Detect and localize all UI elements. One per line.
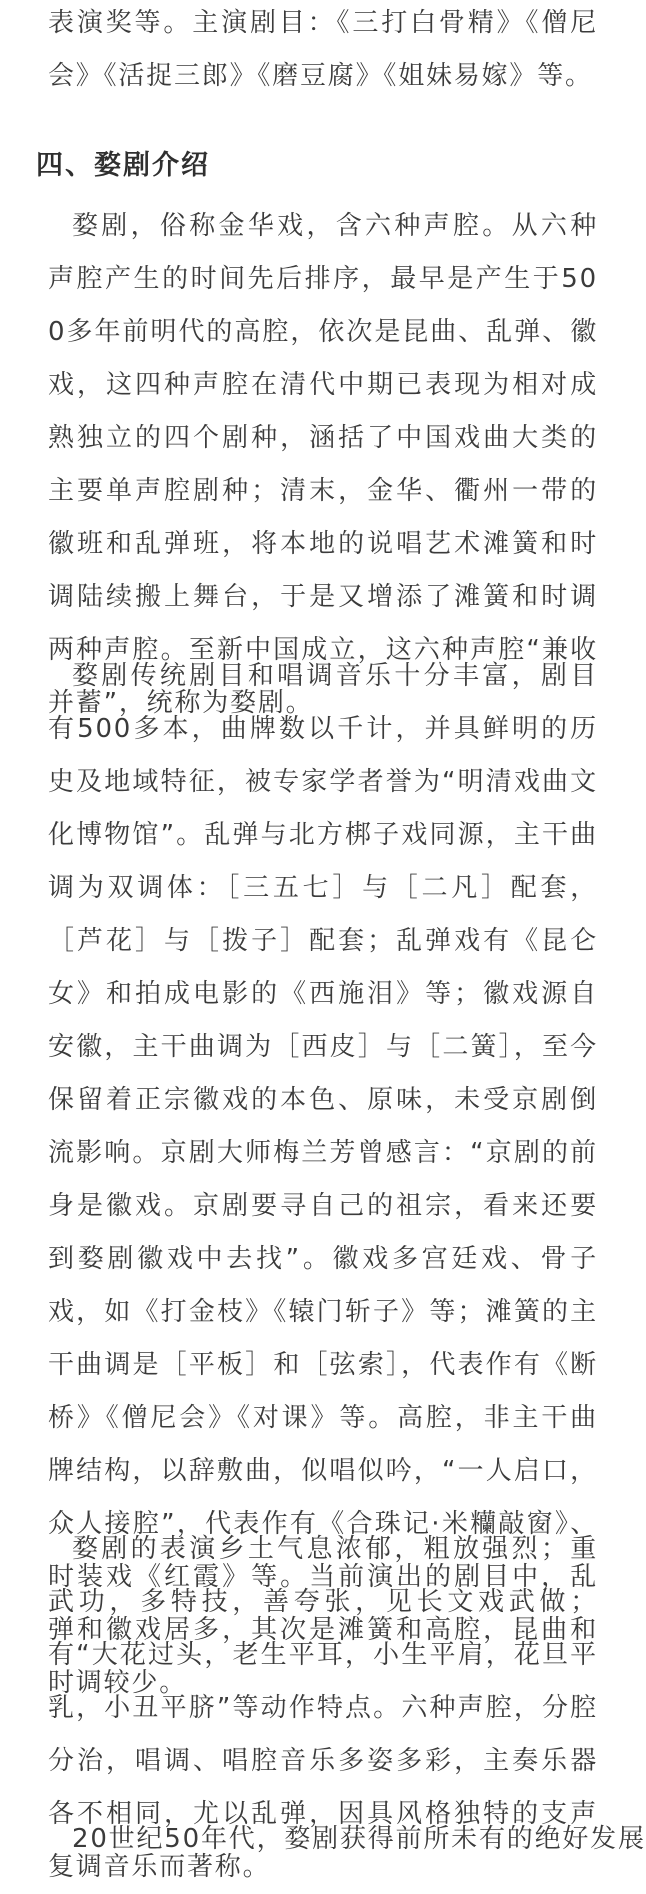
paragraph-4: 20世纪50年代，婺剧获得前所未有的绝好发展 — [72, 1824, 646, 1854]
paragraph-1: 婺剧，俗称金华戏，含六种声腔。从六种声腔产生的时间先后排序，最早是产生于500多年前明代的高腔，依次是昆曲、乱弹、徽戏，这四种声腔在清代中期已表现为相对成熟独立的四个剧种，涵括了中国戏曲大类的主要单声腔剧种；清末，金华、衢州一带的徽班和乱弹班，将本地的说唱艺术滩簧和时调陆续搬上舞台，于是又增添了滩簧和时调两种声腔。至新中国成立，这六种声腔“兼收并蓄”，统称为婺剧。 — [48, 211, 598, 718]
paragraph-2: 婺剧传统剧目和唱调音乐十分丰富，剧目有500多本，曲牌数以千计，并具鲜明的历史及地域特征，被专家学者誉为“明清戏曲文化博物馆”。乱弹与北方梆子戏同源，主干曲调为双调体：［三五七］与［二凡］配套，［芦花］与［拨子］配套；乱弹戏有《昆仑女》和拍成电影的《西施泪》等；徽戏源自安徽，主干曲调为［西皮］与［二簧］，至今保留着正宗徽戏的本色、原味，未受京剧倒流影响。京剧大师梅兰芳曾感言：“京剧的前身是徽戏。京剧要寻自己的祖宗，看来还要到婺剧徽戏中去找”。徽戏多宫廷戏、骨子戏，如《打金枝》《辕门斩子》等；滩簧的主干曲调是［平板］和［弦索］，代表作有《断桥》《僧尼会》《对课》等。高腔，非主干曲牌结构，以辞敷曲，似唱似吟，“一人启口，众人接腔”，代表作有《合珠记·米糷敲窗》、时装戏《红霞》等。当前演出的剧目中，乱弹和徽戏居多，其次是滩簧和高腔，昆曲和时调较少。 — [48, 661, 598, 1698]
paragraph-3: 婺剧的表演乡土气息浓郁，粗放强烈；重武功，多特技，善夸张，见长文戏武做；有“大花过头，老生平耳，小生平肩，花旦平乳，小丑平脐”等动作特点。六种声腔，分腔分治，唱调、唱腔音乐多姿多彩，主奏乐器各不相同，尤以乱弹，因具风格独特的支声复调音乐而著称。 — [48, 1534, 598, 1882]
section-heading: 四、婺剧介绍 — [36, 150, 210, 181]
intro-paragraph-tail: 表演奖等。主演剧目：《三打白骨精》《僧尼会》《活捉三郎》《磨豆腐》《姐妹易嫁》等。 — [48, 8, 598, 91]
